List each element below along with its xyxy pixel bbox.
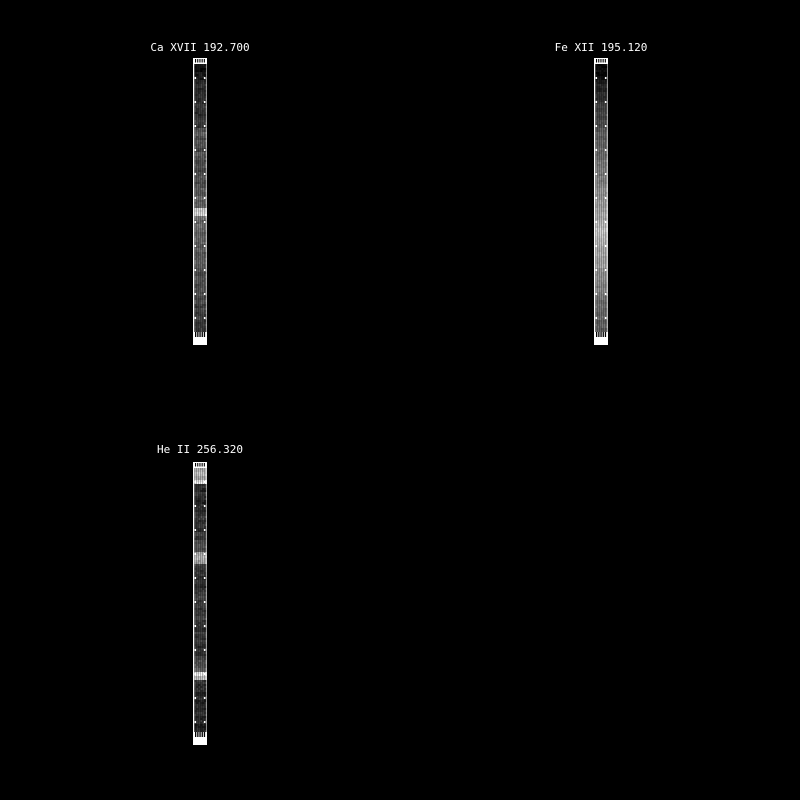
spectral-strip-ca-xvii xyxy=(193,58,207,345)
spectral-strip-he-ii xyxy=(193,462,207,745)
panel-title-he-ii: He II 256.320 xyxy=(156,443,244,456)
panel-title-fe-xii: Fe XII 195.120 xyxy=(554,41,648,54)
spectral-strip-fe-xii xyxy=(594,58,608,345)
panel-title-ca-xvii: Ca XVII 192.700 xyxy=(150,41,250,54)
